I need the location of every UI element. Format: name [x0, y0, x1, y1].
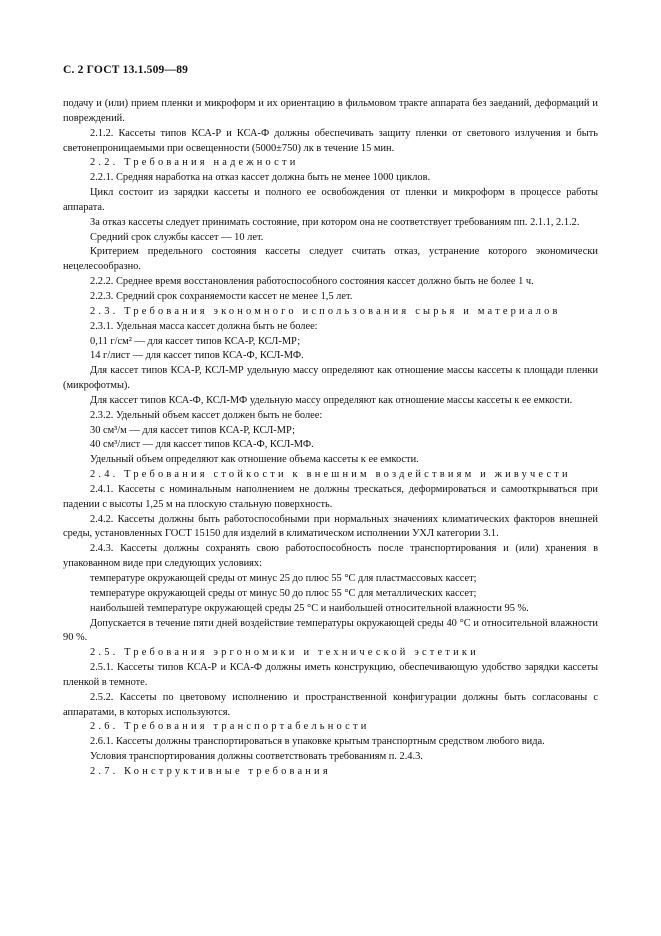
paragraph: За отказ кассеты следует принимать состояние, при котором она не соответствует требованиям пп. 2.1.1, 2.1.2.	[90, 216, 580, 228]
section-heading: 2.2. Требования надежности	[90, 157, 299, 169]
paragraph: 2.5.2. Кассеты по цветовому исполнению и пространственной конфигурации должны быть согласованы с аппаратами, в которых используются.	[63, 691, 598, 718]
paragraph: Удельный объем определяют как отношение объема кассеты к ее емкости.	[90, 454, 419, 466]
paragraph: Для кассет типов КСА-Р, КСЛ-МР удельную массу определяют как отношение массы кассеты к площади пленки (микрофотмы).	[63, 365, 598, 392]
paragraph: Допускается в течение пяти дней воздействие температуры окружающей среды 40 °С и относительной влажности 90 %.	[63, 617, 598, 644]
paragraph: 30 см³/м — для кассет типов КСА-Р, КСЛ-МР;	[90, 424, 296, 436]
paragraph: наибольшей температуре окружающей среды 25 °С и наибольшей относительной влажности 95 %.	[90, 602, 529, 614]
paragraph: температуре окружающей среды от минус 25 до плюс 55 °С для пластмассовых кассет;	[90, 573, 477, 584]
section-heading: 2.6. Требования транспортабельности	[90, 721, 370, 733]
paragraph: 2.5.1. Кассеты типов КСА-Р и КСА-Ф должны иметь конструкцию, обеспечивающую удобство зарядки кассеты пленкой в темноте.	[63, 662, 598, 688]
section-heading: 2.7. Конструктивные требования	[90, 765, 331, 777]
paragraph: Критерием предельного состояния кассеты следует считать отказ, устранение которого экономически нецелесообразно.	[63, 246, 598, 273]
page-header: С. 2 ГОСТ 13.1.509—89	[63, 64, 189, 76]
paragraph: 2.1.2. Кассеты типов КСА-Р и КСА-Ф должны обеспечивать защиту пленки от светового излучения и быть светонепроницаемыми при освещенности (5000±750) лк в течение 15 мин.	[63, 127, 598, 154]
paragraph: 2.4.3. Кассеты должны сохранять свою работоспособность после транспортирования и (или) хранения в упакованном виде при следующих условиях:	[63, 543, 598, 570]
paragraph: 14 г/лист — для кассет типов КСА-Ф, КСЛ-МФ.	[90, 350, 304, 362]
paragraph: подачу и (или) прием пленки и микроформ и их ориентацию в фильмовом тракте аппарата без заеданий, деформаций и повреждений.	[63, 98, 598, 124]
paragraph: 0,11 г/см² — для кассет типов КСА-Р, КСЛ-МР;	[90, 335, 301, 347]
document-body	[63, 97, 598, 780]
section-heading: 2.5. Требования эргономики и технической эстетики	[90, 647, 479, 659]
paragraph: 2.3.2. Удельный объем кассет должен быть не более:	[90, 409, 323, 421]
paragraph: 2.2.3. Средний срок сохраняемости кассет не менее 1,5 лет.	[90, 290, 353, 302]
paragraph: 2.4.2. Кассеты должны быть работоспособными при нормальных значениях климатических факторов внешней среды, установленных ГОСТ 15150 для изделий в климатическом исполнении УХЛ категории 3.1.	[63, 513, 598, 540]
paragraph: 2.4.1. Кассеты с номинальным наполнением не должны трескаться, деформироваться и самооткрываться при падении с высоты 1,25 м на плоскую стальную поверхность.	[63, 483, 598, 510]
paragraph: 2.2.2. Среднее время восстановления работоспособного состояния кассет должно быть не более 1 ч.	[90, 276, 534, 288]
paragraph: температуре окружающей среды от минус 50 до плюс 55 °С для металлических кассет;	[90, 587, 477, 599]
paragraph: Средний срок службы кассет — 10 лет.	[90, 231, 264, 243]
paragraph: Для кассет типов КСА-Ф, КСЛ-МФ удельную массу определяют как отношение массы кассеты к ее емкости.	[90, 394, 573, 406]
paragraph: 2.3.1. Удельная масса кассет должна быть не более:	[90, 320, 318, 332]
section-heading: 2.4. Требования стойкости к внешним воздействиям и живучести	[90, 469, 571, 481]
paragraph: 2.2.1. Средняя наработка на отказ кассет должна быть не менее 1000 циклов.	[90, 172, 431, 184]
section-heading: 2.3. Требования экономного использования сырья и материалов	[90, 305, 561, 317]
paragraph: 40 см³/лист — для кассет типов КСА-Ф, КСЛ-МФ.	[90, 439, 314, 451]
paragraph: Условия транспортирования должны соответствовать требованиям п. 2.4.3.	[90, 751, 423, 763]
paragraph: 2.6.1. Кассеты должны транспортироваться в упаковке крытым транспортным средством любого вида.	[90, 736, 545, 748]
paragraph: Цикл состоит из зарядки кассеты и полного ее освобождения от пленки и микроформ в процессе работы аппарата.	[63, 187, 598, 213]
